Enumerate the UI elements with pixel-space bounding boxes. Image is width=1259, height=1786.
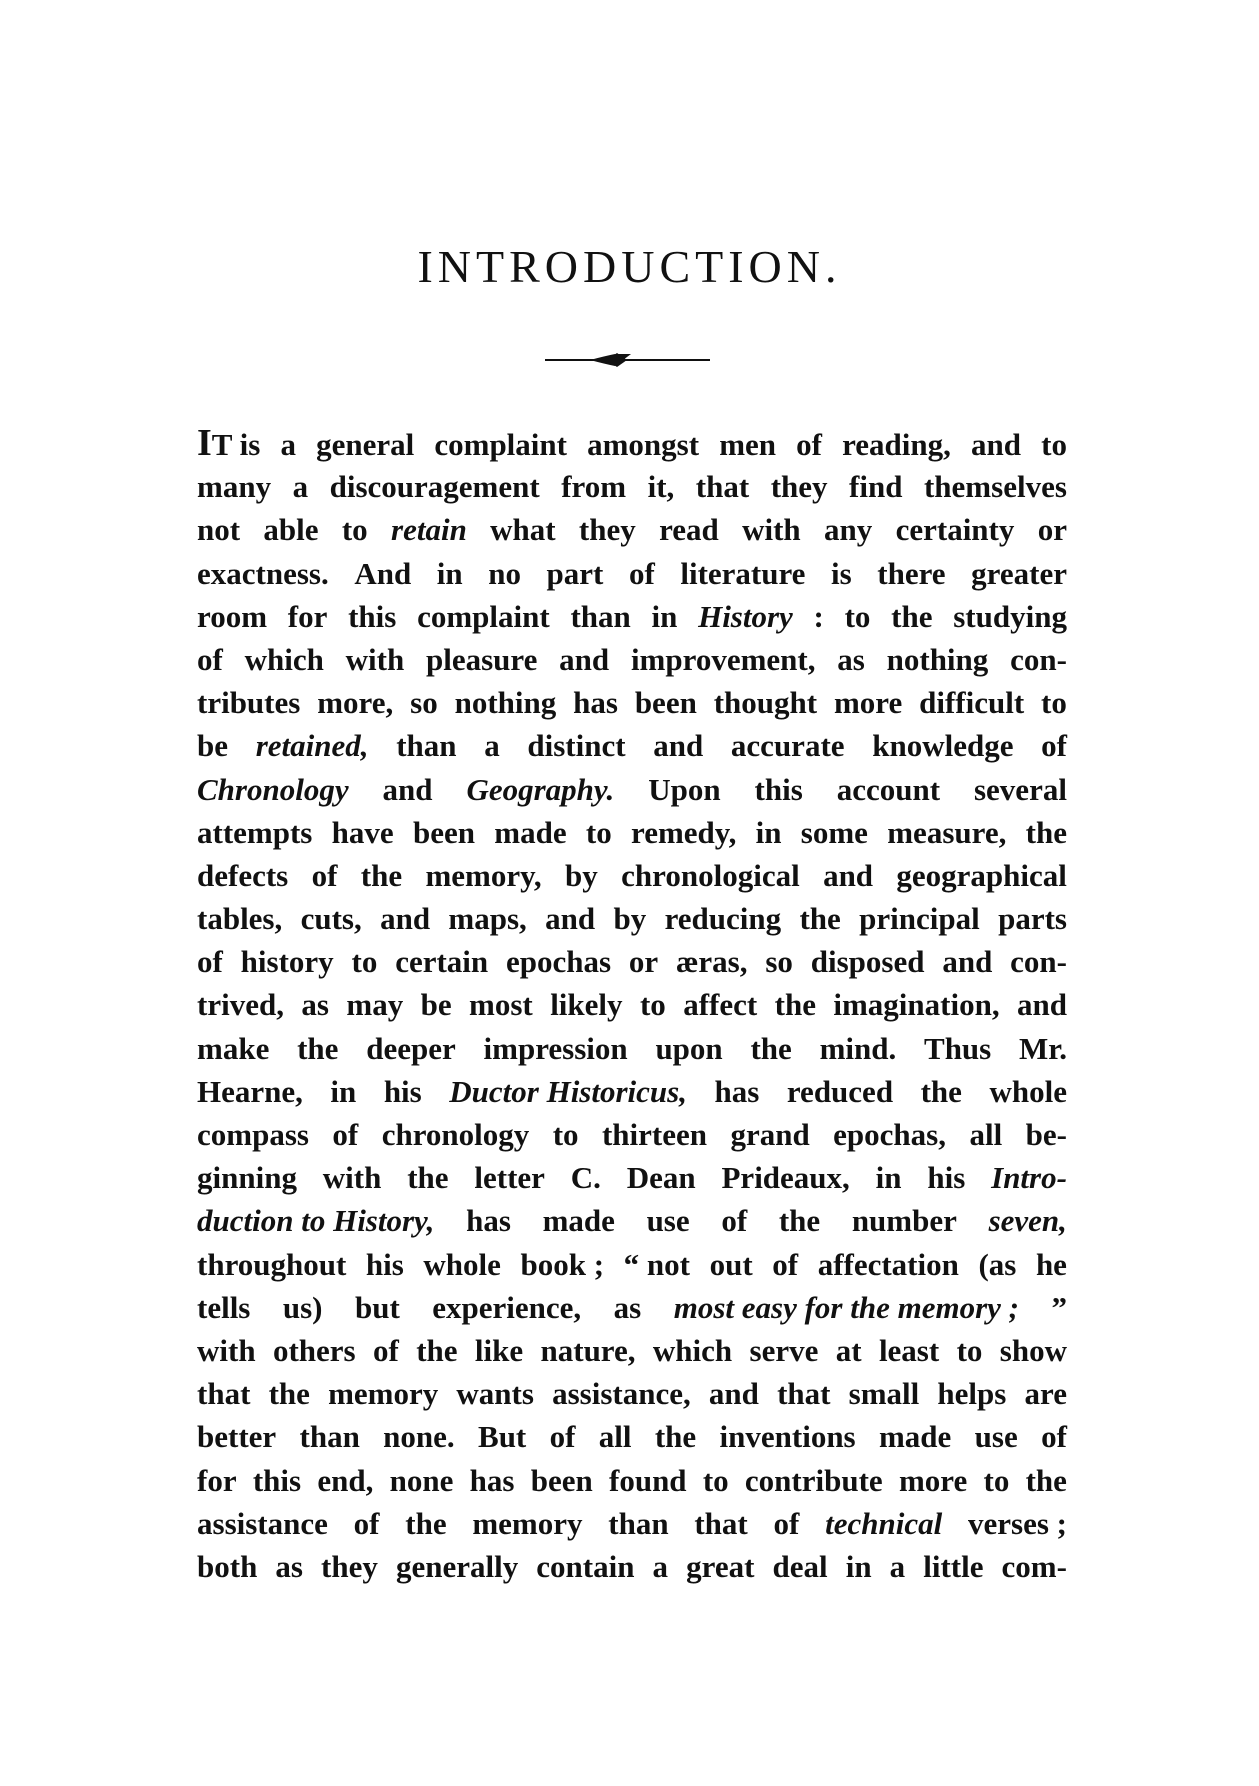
word: tells	[197, 1289, 251, 1325]
word: is	[831, 555, 852, 591]
word: mind.	[819, 1030, 897, 1066]
word: and	[653, 728, 704, 764]
word: what	[490, 512, 556, 548]
word: memory	[472, 1505, 583, 1541]
word: made	[542, 1203, 615, 1239]
word: Hearne,	[197, 1073, 303, 1109]
word: show	[999, 1332, 1067, 1368]
word: the	[405, 1505, 447, 1541]
word: read	[659, 512, 719, 548]
word: a	[484, 728, 500, 764]
word: more	[833, 685, 903, 721]
word: to	[552, 1117, 579, 1152]
text-line	[197, 1243, 1067, 1286]
word: which	[652, 1332, 733, 1368]
word: amongst	[587, 427, 700, 462]
word: little	[923, 1548, 984, 1584]
word: and	[971, 427, 1022, 462]
word: made	[878, 1419, 952, 1455]
word: the	[799, 901, 841, 937]
word: to	[844, 598, 871, 634]
word: inventions	[719, 1419, 856, 1455]
word: literature	[680, 555, 806, 591]
word: may	[346, 987, 404, 1023]
text-line	[197, 1545, 1067, 1588]
text-line	[197, 854, 1067, 897]
word: this	[754, 771, 803, 807]
word: the	[891, 598, 933, 634]
word: improvement,	[630, 641, 816, 677]
word: history	[240, 944, 334, 980]
word: seven,	[988, 1203, 1067, 1239]
text-line	[197, 595, 1067, 638]
word: has	[466, 1203, 511, 1239]
word: us)	[282, 1289, 323, 1325]
word: so	[765, 944, 793, 980]
word: to	[983, 1462, 1010, 1498]
word: certain	[395, 944, 489, 980]
word: defects	[197, 857, 289, 893]
word: and	[559, 641, 610, 677]
word: they	[578, 512, 636, 548]
word: nature,	[540, 1332, 636, 1368]
word: ginning	[197, 1160, 297, 1196]
word: the	[1025, 814, 1067, 850]
word: attempts	[197, 814, 313, 850]
word: distinct	[527, 728, 626, 764]
word: in	[651, 598, 678, 634]
word: at	[835, 1332, 862, 1368]
word: but	[354, 1289, 400, 1325]
word: to	[639, 987, 666, 1023]
word: most	[469, 987, 533, 1023]
word: affect	[683, 987, 758, 1023]
word: no	[488, 555, 521, 591]
word: themselves	[923, 469, 1067, 505]
word: nothing	[886, 641, 989, 677]
word: in	[845, 1548, 872, 1584]
word: a	[280, 427, 296, 462]
word: be	[197, 728, 228, 764]
text-line	[197, 1502, 1067, 1545]
word: duction to History,	[197, 1203, 435, 1239]
word: than	[570, 598, 631, 634]
word: they	[770, 469, 828, 505]
word: of	[628, 555, 655, 591]
word: he	[1035, 1246, 1067, 1282]
word: the	[268, 1376, 310, 1412]
word: knowledge	[872, 728, 1014, 764]
word: the	[654, 1419, 697, 1455]
word: the	[774, 987, 816, 1023]
text-line	[197, 508, 1067, 551]
word: deal	[772, 1548, 828, 1584]
word: as	[837, 641, 865, 677]
word: there	[877, 555, 946, 591]
word: imagination,	[833, 987, 1000, 1023]
word: contribute	[744, 1462, 883, 1498]
word: use	[646, 1203, 690, 1239]
word: have	[331, 814, 394, 850]
word: than	[608, 1505, 669, 1541]
word: difficult	[919, 685, 1025, 721]
word: Upon	[648, 771, 721, 807]
word: to	[956, 1332, 983, 1368]
word: Thus	[924, 1030, 992, 1066]
word: or	[628, 944, 659, 980]
word: the	[750, 1030, 792, 1066]
word: out	[709, 1246, 753, 1282]
word: none.	[383, 1419, 455, 1455]
word: by	[613, 901, 647, 937]
word: for	[197, 1462, 237, 1498]
word: discouragement	[329, 469, 540, 505]
word: as	[301, 987, 329, 1023]
word: it,	[647, 469, 675, 505]
word: T is	[211, 427, 261, 462]
word: to	[1041, 427, 1067, 462]
word: general	[316, 427, 415, 462]
word: assistance	[197, 1505, 328, 1541]
word: his	[383, 1073, 422, 1109]
word: com-	[1001, 1548, 1067, 1584]
text-line	[197, 1459, 1067, 1502]
word: end,	[317, 1462, 374, 1498]
word: his	[365, 1246, 404, 1282]
word: likely	[550, 987, 623, 1023]
word: retain	[391, 512, 467, 548]
page-title: INTRODUCTION.	[417, 241, 842, 292]
word: disposed	[810, 944, 925, 980]
word: principal	[859, 901, 980, 937]
word: with	[345, 641, 405, 677]
word: better	[197, 1419, 277, 1455]
word: and	[823, 857, 874, 893]
text-line	[197, 638, 1067, 681]
word: Mr.	[1019, 1030, 1067, 1066]
text-line	[197, 422, 1067, 465]
word: several	[973, 771, 1067, 807]
word: been	[530, 1462, 593, 1498]
word: serve	[749, 1332, 819, 1368]
word: in	[755, 814, 782, 850]
word: with	[742, 512, 801, 548]
word: the	[407, 1160, 449, 1196]
diamond-rule-ornament	[545, 350, 710, 370]
word: of	[1041, 1419, 1067, 1455]
word: and	[942, 944, 993, 980]
word: of	[796, 427, 822, 462]
word: a	[889, 1548, 906, 1584]
word: with	[322, 1160, 382, 1196]
word: of	[353, 1505, 380, 1541]
word: the	[297, 1030, 339, 1066]
word: in	[330, 1073, 357, 1109]
word: part	[546, 555, 604, 591]
word: this	[348, 598, 397, 634]
word: not	[197, 512, 241, 548]
word: experience,	[432, 1289, 582, 1325]
text-line	[197, 465, 1067, 508]
word: “ not	[623, 1246, 690, 1282]
word: to	[351, 944, 378, 980]
text-line	[197, 940, 1067, 983]
word: whole	[989, 1073, 1067, 1109]
word: of	[197, 641, 223, 677]
word: pleasure	[426, 641, 538, 677]
word: that	[694, 1505, 748, 1541]
word: History	[698, 598, 793, 634]
text-line	[197, 681, 1067, 724]
word: be	[420, 987, 452, 1023]
word: reducing	[664, 901, 782, 937]
word: that	[197, 1376, 251, 1412]
word: technical	[825, 1505, 943, 1541]
word: others	[272, 1332, 356, 1368]
word: been	[412, 814, 475, 850]
word: of	[549, 1419, 576, 1455]
word: more	[898, 1462, 968, 1498]
word: whole	[423, 1246, 501, 1282]
text-line	[197, 1372, 1067, 1415]
word: a	[292, 469, 309, 505]
word: helps	[937, 1376, 1007, 1412]
word: all	[969, 1117, 1003, 1152]
word: con-	[1010, 641, 1067, 677]
word: retained,	[255, 728, 369, 764]
word: wants	[456, 1376, 534, 1412]
word: make	[197, 1030, 270, 1066]
word: from	[561, 469, 627, 505]
word: a	[652, 1548, 669, 1584]
word: thought	[713, 685, 818, 721]
word: able	[263, 512, 319, 548]
word: more,	[317, 685, 394, 721]
word: which	[244, 641, 324, 677]
word: the	[416, 1332, 458, 1368]
word: deeper	[366, 1030, 456, 1066]
word: to	[585, 814, 612, 850]
word: made	[494, 814, 567, 850]
word: of	[721, 1203, 748, 1239]
word: contain	[536, 1548, 635, 1584]
word: the	[778, 1203, 821, 1239]
word: both	[197, 1548, 258, 1584]
word: of	[197, 944, 223, 980]
word: :	[813, 598, 824, 634]
word: measure,	[887, 814, 1007, 850]
word: to	[1041, 685, 1067, 721]
word: letter	[474, 1160, 545, 1196]
word: reduced	[786, 1073, 894, 1109]
word: upon	[655, 1030, 723, 1066]
word: Prideaux,	[721, 1160, 850, 1196]
word: exactness.	[197, 555, 329, 591]
word: throughout	[197, 1246, 347, 1282]
word: studying	[953, 598, 1067, 634]
word: as	[275, 1548, 303, 1584]
word: of	[311, 857, 338, 893]
word: any	[824, 512, 873, 548]
word: memory	[328, 1376, 439, 1412]
word: for	[287, 598, 328, 634]
word: has	[469, 1462, 515, 1498]
word: all	[598, 1419, 632, 1455]
word: reading,	[842, 427, 951, 462]
word: in	[875, 1160, 902, 1196]
word: (as	[978, 1246, 1017, 1282]
word: and	[380, 901, 431, 937]
word: to	[702, 1462, 729, 1498]
word: the	[920, 1073, 962, 1109]
word: and	[708, 1376, 759, 1412]
word: of	[772, 1246, 799, 1282]
word: nothing	[454, 685, 557, 721]
word: complaint	[434, 427, 567, 462]
word: epochas,	[833, 1117, 946, 1152]
word: Dean	[626, 1160, 696, 1196]
word: And	[354, 555, 412, 591]
word: are	[1024, 1376, 1067, 1412]
word: to	[341, 512, 368, 548]
word: of	[1041, 728, 1067, 764]
word: Chronology	[197, 771, 349, 807]
word: some	[800, 814, 868, 850]
word: Intro-	[991, 1160, 1067, 1196]
word: accurate	[730, 728, 845, 764]
word: and	[382, 771, 433, 807]
word: in	[436, 555, 463, 591]
word: great	[686, 1548, 755, 1584]
word: find	[849, 469, 903, 505]
word: memory,	[425, 857, 542, 893]
word: certainty	[895, 512, 1015, 548]
word: compass	[197, 1117, 309, 1152]
word: found	[609, 1462, 687, 1498]
word: most easy for the memory ;	[673, 1289, 1019, 1325]
text-line	[197, 1415, 1067, 1458]
word: parts	[998, 901, 1067, 937]
word: Ductor Historicus,	[449, 1073, 687, 1109]
text-line	[197, 983, 1067, 1026]
word: small	[848, 1376, 920, 1412]
text-line	[197, 1156, 1067, 1199]
word: with	[197, 1332, 256, 1368]
word: than	[299, 1419, 360, 1455]
word: account	[836, 771, 941, 807]
word: chronology	[381, 1117, 530, 1152]
text-line	[197, 552, 1067, 595]
word: and	[545, 901, 596, 937]
word: has	[714, 1073, 760, 1109]
drop-cap: I	[197, 422, 212, 464]
word: chronological	[621, 857, 800, 893]
introduction-paragraph	[197, 422, 1067, 1588]
word: and	[1017, 987, 1067, 1023]
text-line	[197, 897, 1067, 940]
word: complaint	[417, 598, 550, 634]
word: epochas	[506, 944, 612, 980]
word: of	[372, 1332, 399, 1368]
word: ”	[1051, 1289, 1067, 1325]
word: the	[1025, 1462, 1067, 1498]
word: assistance,	[552, 1376, 691, 1412]
word: thirteen	[601, 1117, 708, 1152]
word: that	[777, 1376, 831, 1412]
text-line	[197, 724, 1067, 767]
word: or	[1037, 512, 1067, 548]
word: maps,	[448, 901, 527, 937]
text-line	[197, 1070, 1067, 1113]
word: of	[773, 1505, 800, 1541]
word: than	[396, 728, 457, 764]
word: generally	[395, 1548, 519, 1584]
word: greater	[971, 555, 1067, 591]
word: this	[252, 1462, 302, 1498]
word: none	[389, 1462, 454, 1498]
word	[197, 422, 260, 466]
word: room	[197, 598, 268, 634]
word: C.	[570, 1160, 601, 1196]
text-line	[197, 1199, 1067, 1242]
word: tributes	[197, 685, 301, 721]
text-line	[197, 811, 1067, 854]
text-line	[197, 1027, 1067, 1070]
word: cuts,	[300, 901, 362, 937]
word: of	[332, 1117, 359, 1152]
word: impression	[483, 1030, 628, 1066]
word: has	[573, 685, 618, 721]
text-line	[197, 1329, 1067, 1372]
word: many	[197, 469, 272, 505]
word: his	[927, 1160, 966, 1196]
word: the	[360, 857, 403, 893]
word: book ;	[520, 1246, 605, 1282]
text-line	[197, 1113, 1067, 1156]
word: trived,	[197, 987, 284, 1023]
word: that	[695, 469, 750, 505]
word: least	[878, 1332, 940, 1368]
word: remedy,	[631, 814, 737, 850]
word: be-	[1025, 1117, 1067, 1152]
word: number	[851, 1203, 957, 1239]
word: Geography.	[466, 771, 615, 807]
word: æras,	[676, 944, 748, 980]
word: tables,	[197, 901, 283, 937]
word: geographical	[896, 857, 1067, 893]
word: But	[478, 1419, 527, 1455]
word: been	[634, 685, 697, 721]
word: men	[719, 427, 777, 462]
word: con-	[1010, 944, 1067, 980]
word: they	[321, 1548, 378, 1584]
word: as	[613, 1289, 642, 1325]
word: like	[474, 1332, 524, 1368]
word: by	[565, 857, 598, 893]
word: affectation	[817, 1246, 959, 1282]
word: grand	[730, 1117, 810, 1152]
text-line	[197, 768, 1067, 811]
word: verses ;	[967, 1505, 1067, 1541]
word: so	[410, 685, 438, 721]
word: use	[974, 1419, 1018, 1455]
text-line	[197, 1286, 1067, 1329]
